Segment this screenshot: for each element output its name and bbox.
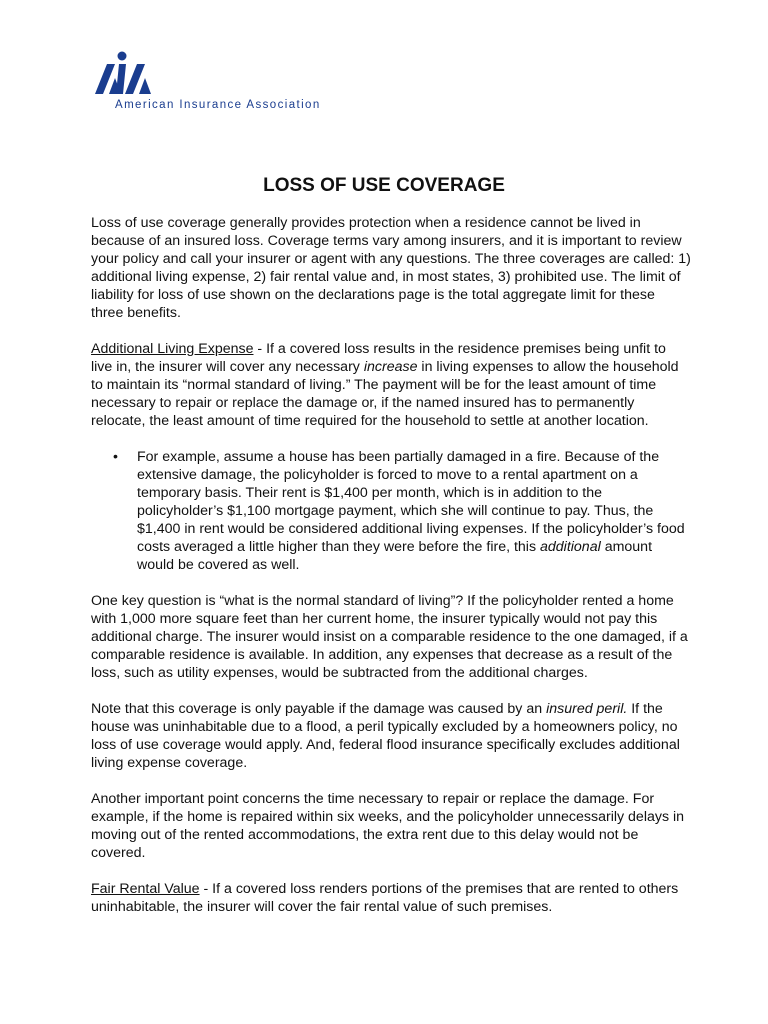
frv-paragraph xyxy=(91,880,691,916)
ale-emphasis: increase xyxy=(363,359,418,375)
bullet-emphasis: additional xyxy=(540,539,601,555)
ale-heading: Additional Living Expense xyxy=(91,341,254,357)
intro-paragraph: Loss of use coverage generally provides protection when a residence cannot be lived in because of an insured loss. Coverage terms vary among insurers, and it is important to review your policy and call your insurer or agent with any questions. The three coverages are called: 1) additional living expense, 2) fair rental value and, in most states, 3) prohibited use. The limit of liability for loss of use shown on the declarations page is the total aggregate limit for these three benefits. xyxy=(91,215,691,321)
org-name: American Insurance Association xyxy=(115,99,321,111)
example-list xyxy=(91,448,691,574)
bullet-text-a: For example, assume a house has been partially damaged in a fire. Because of the extensive damage, the policyholder is forced to move to a rental apartment on a temporary basis. Their rent is $1,400 per month, which is in addition to the policyholder’s $1,100 mortgage payment, which she will continue to pay. Thus, the $1,400 in rent would be considered additional living expenses. If the policyholder’s food costs averaged a little higher than they were before the fire, this xyxy=(137,449,685,555)
ale-paragraph xyxy=(91,340,691,430)
aia-logo xyxy=(95,50,395,120)
page-title: LOSS OF USE COVERAGE xyxy=(263,175,505,196)
repair-time-paragraph: Another important point concerns the time necessary to repair or replace the damage. For example, if the home is repaired within six weeks, and the policyholder unnecessarily delays in moving out of the rented accommodations, the extra rent due to this delay would not be covered. xyxy=(91,791,685,861)
peril-emphasis: insured peril. xyxy=(546,701,628,717)
insured-peril-paragraph xyxy=(91,700,691,772)
list-item xyxy=(91,448,691,574)
frv-text: - If a covered loss renders portions of the premises that are rented to others uninhabitable, the insurer will cover the fair rental value of such premises. xyxy=(91,881,679,915)
ale-text-b: in living expenses to allow the household to maintain its “normal standard of living.” The payment will be for the least amount of time necessary to repair or replace the damage or, if the named insured has to permanently relocate, the least amount of time required for the household to settle at another location. xyxy=(91,359,679,429)
standard-of-living-paragraph: One key question is “what is the normal standard of living”? If the policyholder rented a home with 1,000 more square feet than her current home, the insurer typically would not pay this additional charge. The insurer would insist on a comparable residence to the one damaged, if a comparable residence is available. In addition, any expenses that decrease as a result of the loss, such as utility expenses, would be subtracted from the additional charges. xyxy=(91,593,688,681)
ale-text-a: - If a covered loss results in the residence premises being unfit to live in, the insurer will cover any necessary xyxy=(91,341,666,375)
bullet-symbol: • xyxy=(113,449,118,465)
peril-text-b: If the house was uninhabitable due to a flood, a peril typically excluded by a homeowners policy, no loss of use coverage would apply. And, federal flood insurance specifically excludes additional living expense coverage. xyxy=(91,701,680,771)
frv-heading: Fair Rental Value xyxy=(91,881,200,897)
peril-text-a: Note that this coverage is only payable if the damage was caused by an xyxy=(91,701,547,717)
bullet-text-b: amount would be covered as well. xyxy=(137,539,653,573)
document-body xyxy=(91,214,691,934)
aia-logo-mark xyxy=(95,50,155,98)
